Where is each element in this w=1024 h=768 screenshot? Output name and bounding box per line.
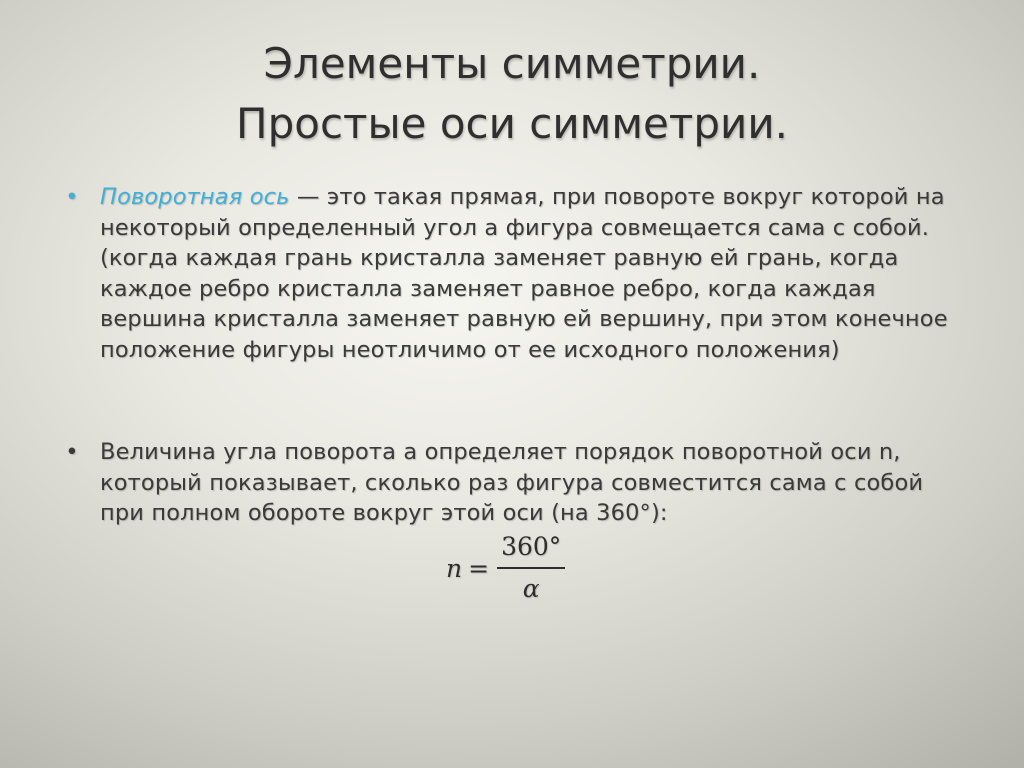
formula-axis-order bbox=[446, 528, 565, 608]
title-line-2: Простые оси симметрии. bbox=[236, 99, 788, 148]
formula-equals: = bbox=[468, 553, 490, 583]
term-rotation-axis: Поворотная ось bbox=[100, 184, 290, 210]
bullet-text: — это такая прямая, при повороте вокруг которой на некоторый определенный угол а фигура совмещается сама с собой. (когда каждая грань кристалла заменяет равную ей грань, когда каждое ребро кристалла заменяет равное ребро, когда каждая вершина кристалла заменяет равную ей вершину, при этом конечное положение фигуры неотличимо от ее исходного положения) bbox=[100, 184, 948, 363]
formula-denominator: α bbox=[522, 574, 540, 603]
bullet-rotation-order bbox=[65, 437, 960, 529]
formula-numerator: 360° bbox=[497, 533, 565, 569]
bullet-marker: • bbox=[65, 439, 79, 465]
formula-fraction bbox=[497, 533, 565, 603]
bullet-rotation-axis-definition bbox=[65, 182, 960, 365]
title-line-1: Элементы симметрии. bbox=[263, 39, 761, 88]
bullet-text: Величина угла поворота а определяет порядок поворотной оси n, который показывает, сколько раз фигура совместится сама с собой при полном обороте вокруг этой оси (на 360°): bbox=[100, 439, 924, 526]
slide-title bbox=[60, 34, 964, 154]
formula-lhs: n bbox=[446, 553, 463, 583]
bullet-marker: • bbox=[65, 184, 79, 210]
